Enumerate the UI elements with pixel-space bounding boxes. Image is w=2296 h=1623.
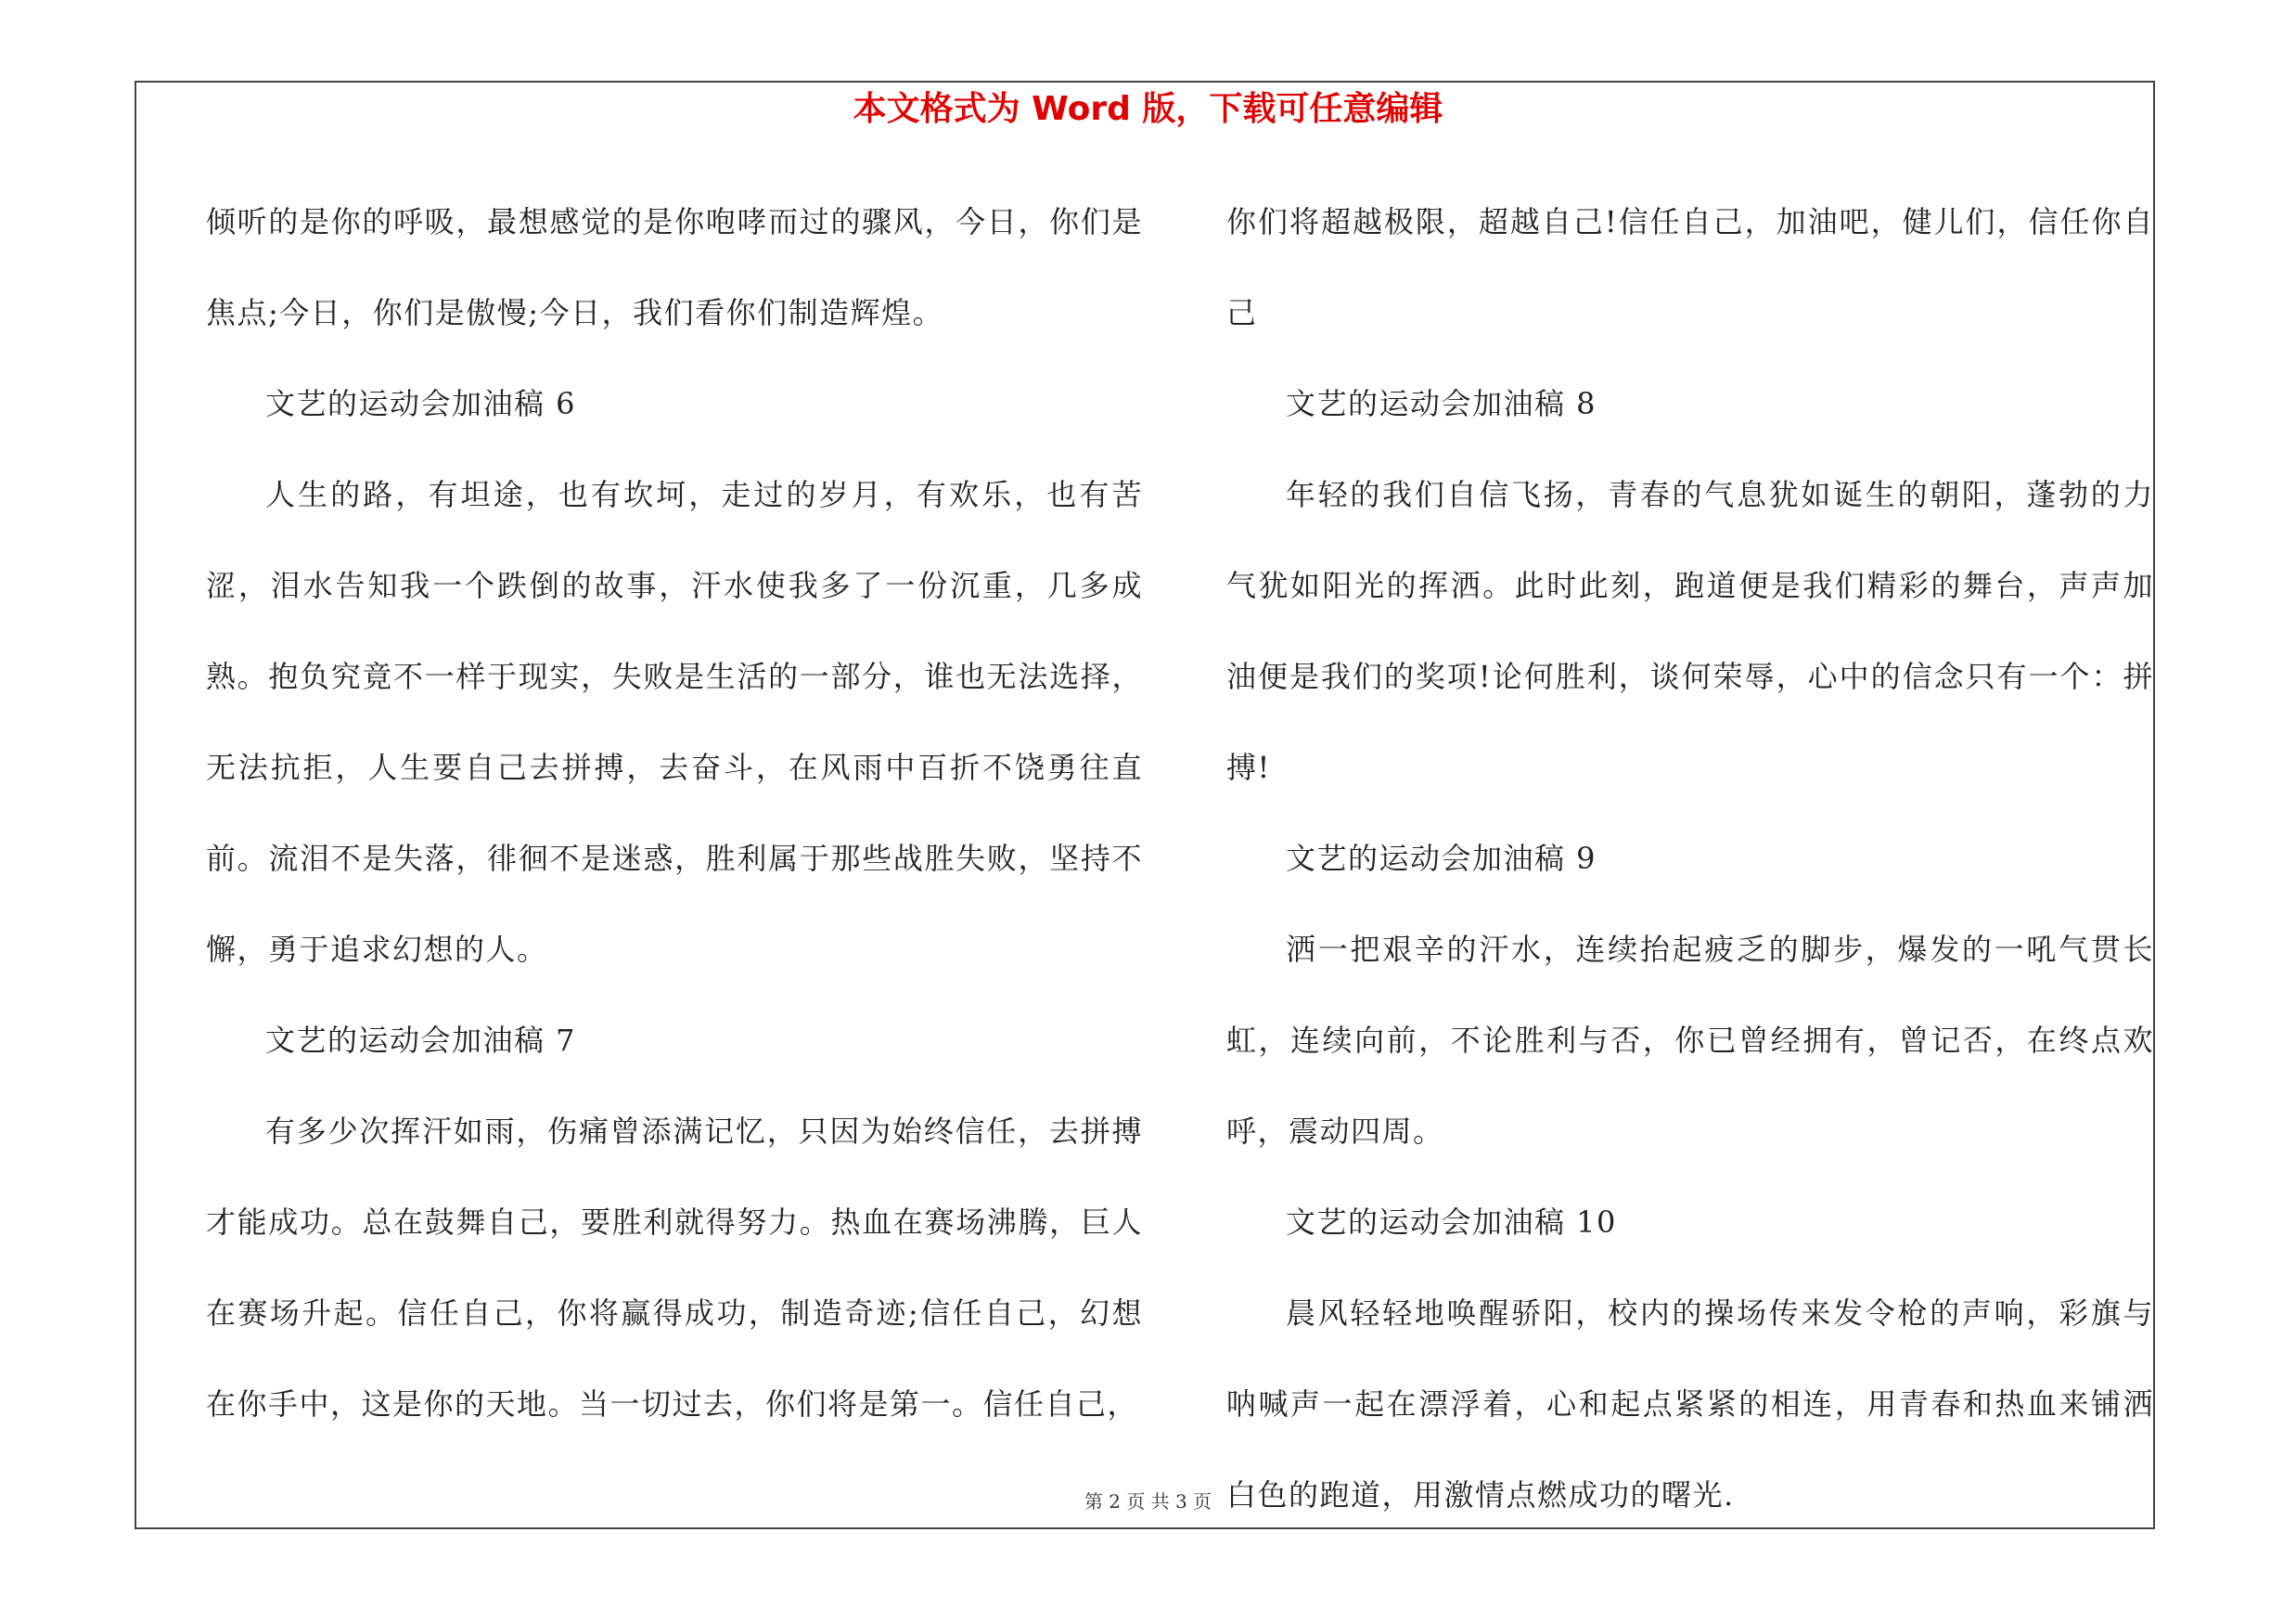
paragraph: 晨风轻轻地唤醒骄阳，校内的操场传来发令枪的声响，彩旗与呐喊声一起在漂浮着，心和起点紧紧的相连，用青春和热血来铺洒白色的跑道，用激情点燃成功的曙光. (1226, 1295, 2154, 1513)
paragraph-continued: 倾听的是你的呼吸，最想感觉的是你咆哮而过的骤风，今日，你们是焦点;今日，你们是傲慢;今日，我们看你们制造辉煌。 (206, 204, 1143, 330)
paragraph: 人生的路，有坦途，也有坎坷，走过的岁月，有欢乐，也有苦涩，泪水告知我一个跌倒的故事，汗水使我多了一份沉重，几多成熟。抱负究竟不一样于现实，失败是生活的一部分，谁也无法选择，无法抗拒，人生要自己去拼搏，去奋斗，在风雨中百折不饶勇往直前。流泪不是失落，徘徊不是迷惑，胜利属于那些战胜失败，坚持不懈，勇于追求幻想的人。 (206, 477, 1143, 967)
paragraph: 洒一把艰辛的汗水，连续抬起疲乏的脚步，爆发的一吼气贯长虹，连续向前，不论胜利与否，你已曾经拥有，曾记否，在终点欢呼，震动四周。 (1226, 932, 2154, 1149)
left-column (206, 176, 1143, 1449)
section-heading: 文艺的运动会加油稿 7 (265, 1023, 577, 1058)
paragraph-continued: 你们将超越极限，超越自己!信任自己，加油吧，健儿们，信任你自己 (1226, 204, 2154, 330)
section-heading: 文艺的运动会加油稿 6 (265, 386, 577, 421)
section-heading: 文艺的运动会加油稿 9 (1286, 841, 1597, 876)
page-number-footer: 第 2 页 共 3 页 (1084, 1490, 1212, 1513)
section-heading: 文艺的运动会加油稿 8 (1286, 386, 1597, 421)
format-banner: 本文格式为 Word 版，下载可任意编辑 (853, 90, 1443, 128)
paragraph: 有多少次挥汗如雨，伤痛曾添满记忆，只因为始终信任，去拼搏才能成功。总在鼓舞自己，要胜利就得努力。热血在赛场沸腾，巨人在赛场升起。信任自己，你将赢得成功，制造奇迹;信任自己，幻想在你手中，这是你的天地。当一切过去，你们将是第一。信任自己， (206, 1114, 1143, 1422)
right-column (1226, 176, 2154, 1540)
paragraph: 年轻的我们自信飞扬，青春的气息犹如诞生的朝阳，蓬勃的力气犹如阳光的挥洒。此时此刻，跑道便是我们精彩的舞台，声声加油便是我们的奖项!论何胜利，谈何荣辱，心中的信念只有一个：拼搏! (1226, 477, 2154, 785)
section-heading: 文艺的运动会加油稿 10 (1286, 1204, 1617, 1240)
